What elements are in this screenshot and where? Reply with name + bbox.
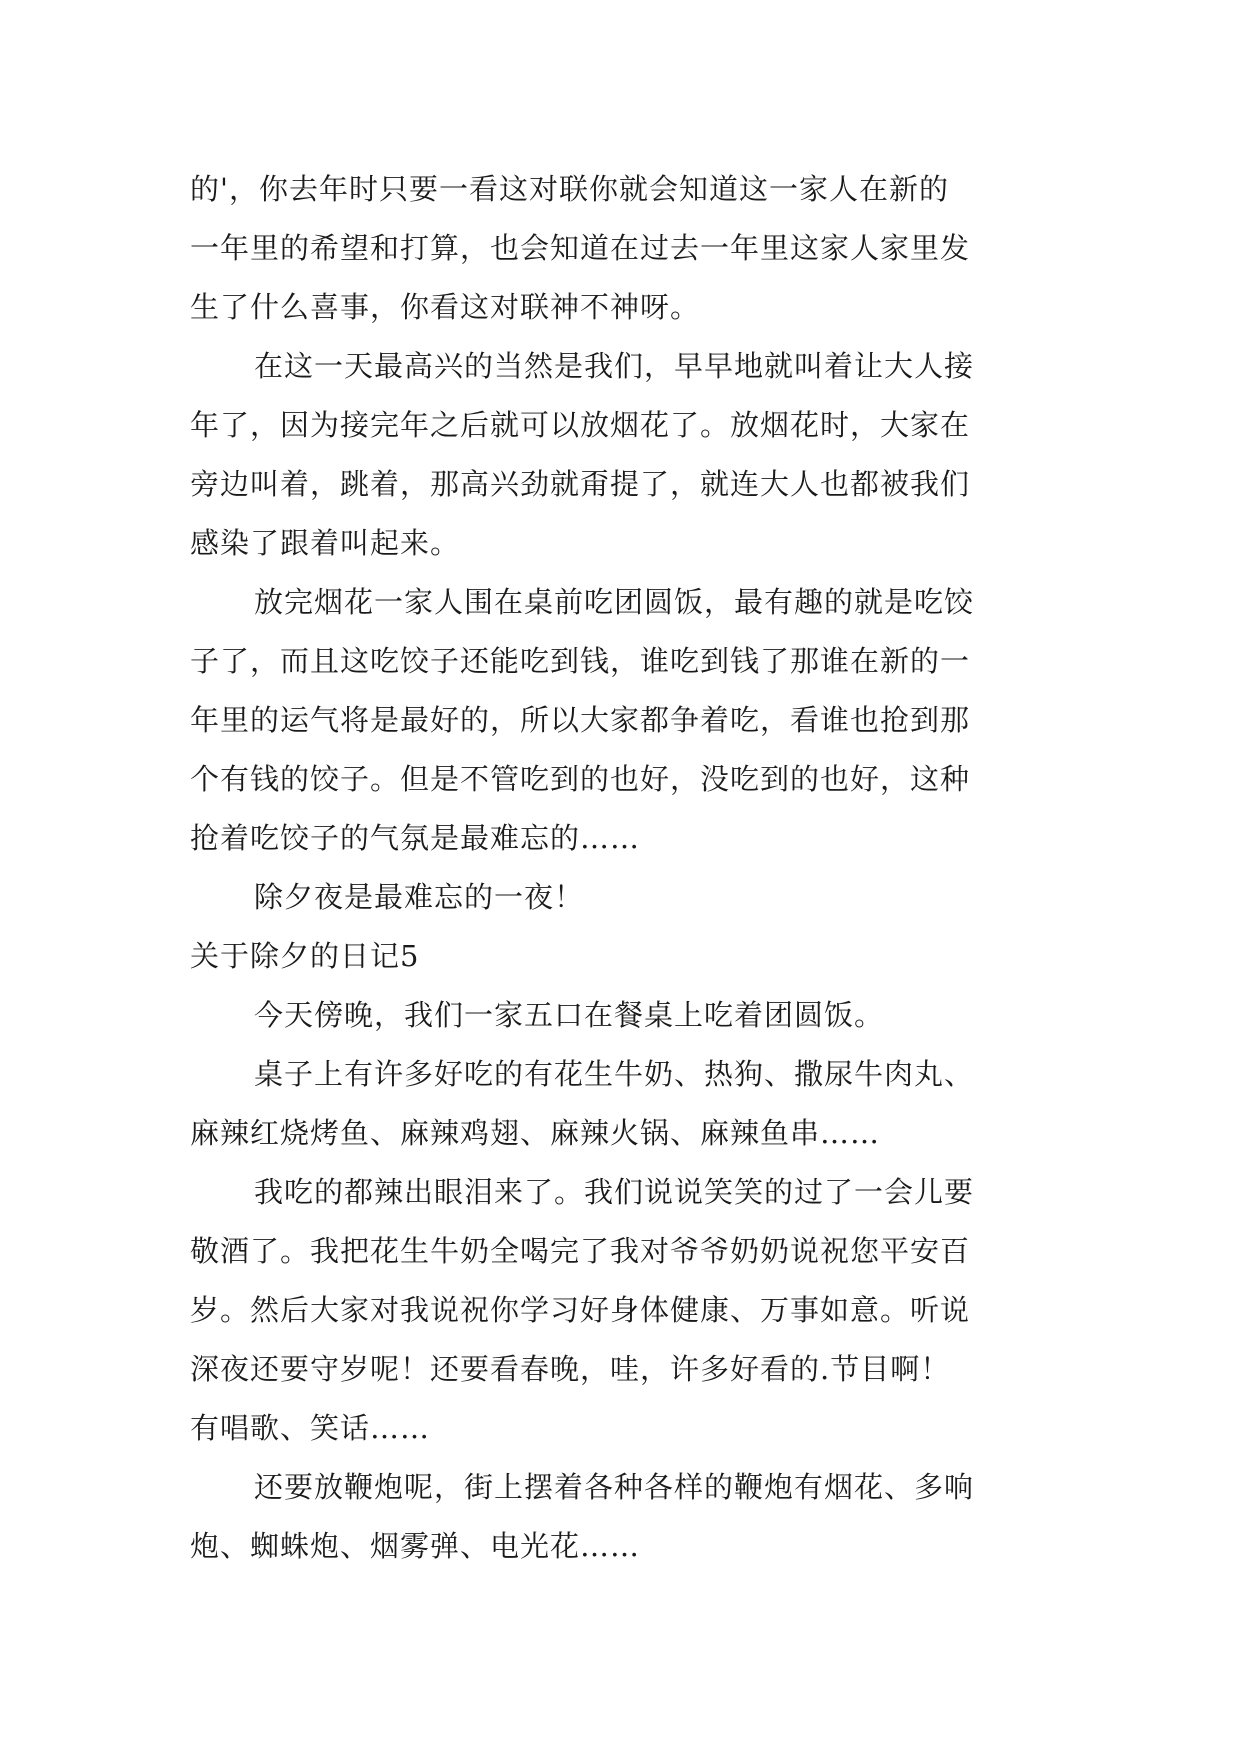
text-line: 炮、蜘蛛炮、烟雾弹、电光花…… — [190, 1529, 641, 1563]
text-line: 年里的运气将是最好的，所以大家都争着吃，看谁也抢到那 — [190, 703, 971, 737]
paragraph-start-line: 放完烟花一家人围在桌前吃团圆饭，最有趣的就是吃饺 — [254, 585, 975, 619]
document-body — [190, 160, 1070, 1576]
text-line: 感染了跟着叫起来。 — [190, 526, 461, 560]
text-line: 一年里的希望和打算，也会知道在过去一年里这家人家里发 — [190, 231, 971, 265]
text-line: 个有钱的饺子。但是不管吃到的也好，没吃到的也好，这种 — [190, 762, 971, 796]
text-line: 深夜还要守岁呢！还要看春晚，哇，许多好看的.节目啊！ — [190, 1352, 951, 1386]
paragraph-start-line: 今天傍晚，我们一家五口在餐桌上吃着团圆饭。 — [254, 998, 885, 1032]
paragraph-start-line: 在这一天最高兴的当然是我们，早早地就叫着让大人接 — [254, 349, 975, 383]
paragraph-start-line: 还要放鞭炮呢，街上摆着各种各样的鞭炮有烟花、多响 — [254, 1470, 975, 1504]
text-line: 年了，因为接完年之后就可以放烟花了。放烟花时，大家在 — [190, 408, 971, 442]
text-line: 生了什么喜事，你看这对联神不神呀。 — [190, 290, 701, 324]
paragraph-start-line: 除夕夜是最难忘的一夜！ — [254, 880, 585, 914]
text-line: 麻辣红烧烤鱼、麻辣鸡翅、麻辣火锅、麻辣鱼串…… — [190, 1116, 881, 1150]
paragraph-start-line: 我吃的都辣出眼泪来了。我们说说笑笑的过了一会儿要 — [254, 1175, 975, 1209]
text-line: 的'，你去年时只要一看这对联你就会知道这一家人在新的 — [190, 172, 949, 206]
text-line: 有唱歌、笑话…… — [190, 1411, 431, 1445]
text-line: 子了，而且这吃饺子还能吃到钱，谁吃到钱了那谁在新的一 — [190, 644, 971, 678]
text-line: 抢着吃饺子的气氛是最难忘的…… — [190, 821, 641, 855]
text-line: 岁。然后大家对我说祝你学习好身体健康、万事如意。听说 — [190, 1293, 971, 1327]
section-heading: 关于除夕的日记5 — [190, 939, 420, 973]
text-line: 敬酒了。我把花生牛奶全喝完了我对爷爷奶奶说祝您平安百 — [190, 1234, 971, 1268]
paragraph-start-line: 桌子上有许多好吃的有花生牛奶、热狗、撒尿牛肉丸、 — [254, 1057, 975, 1091]
text-line: 旁边叫着，跳着，那高兴劲就甭提了，就连大人也都被我们 — [190, 467, 971, 501]
